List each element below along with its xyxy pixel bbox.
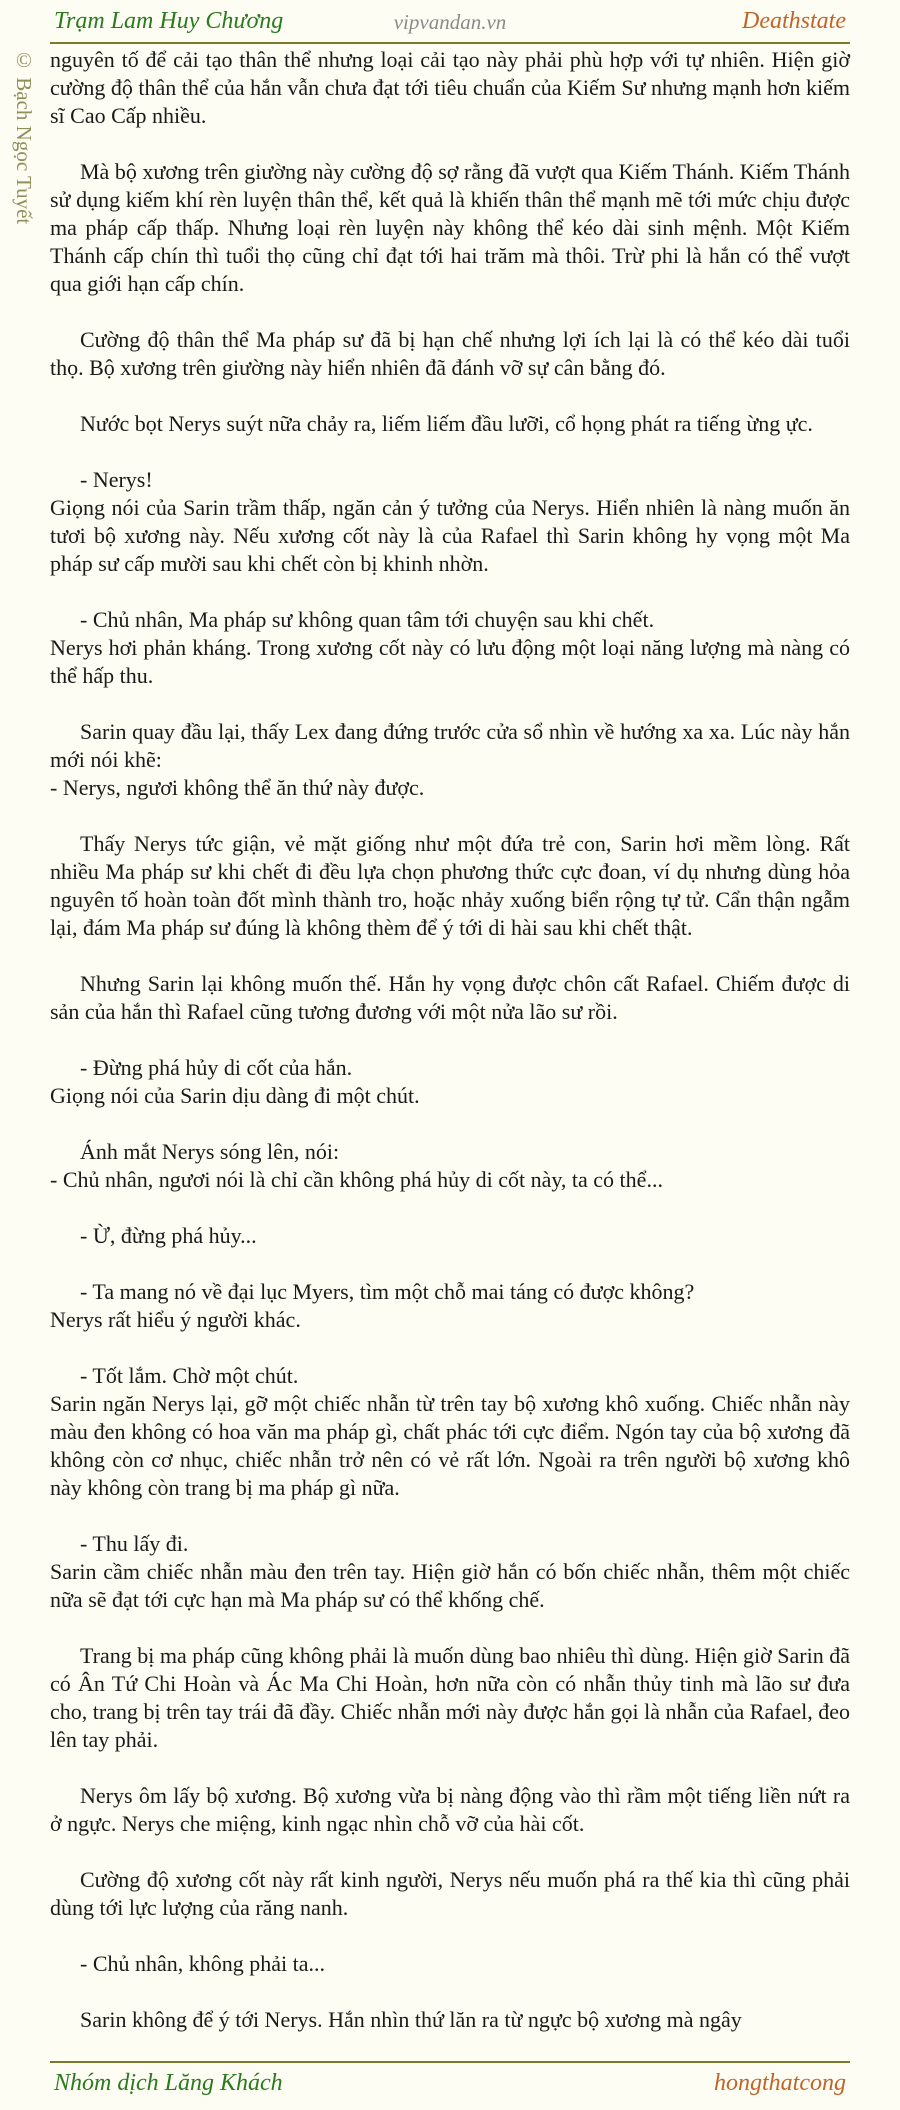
paragraph-line: - Đừng phá hủy di cốt của hắn.	[80, 1055, 353, 1080]
paragraph-line: Nerys hơi phản kháng. Trong xương cốt này có lưu động một loại năng lượng mà nàng có thể hấp thu.	[50, 635, 850, 688]
paragraph-line: - Chủ nhân, Ma pháp sư không quan tâm tới chuyện sau khi chết.	[80, 607, 655, 632]
paragraph	[50, 718, 850, 802]
paragraph	[50, 326, 850, 382]
paragraph-line: Nerys rất hiểu ý người khác.	[50, 1307, 301, 1332]
paragraph-line: - Chủ nhân, ngươi nói là chỉ cần không phá hủy di cốt này, ta có thể...	[50, 1167, 663, 1192]
header-divider	[50, 42, 850, 44]
paragraph-line: Giọng nói của Sarin trầm thấp, ngăn cản ý tưởng của Nerys. Hiển nhiên là nàng muốn ăn tươi bộ xương này. Nếu xương cốt này là của Rafael thì Sarin không hy vọng một Ma pháp sư cấp mười sau khi chết còn bị khinh nhờn.	[50, 495, 850, 576]
footer-editor: hongthatcong	[714, 2070, 846, 2096]
footer-divider	[50, 2061, 850, 2063]
paragraph	[50, 466, 850, 578]
chapter-text	[50, 46, 850, 2062]
paragraph	[50, 1642, 850, 1754]
paragraph	[50, 1054, 850, 1110]
paragraph	[50, 1530, 850, 1614]
paragraph-line: - Nerys, ngươi không thể ăn thứ này được.	[50, 775, 425, 800]
paragraph-line: - Chủ nhân, không phải ta...	[80, 1951, 326, 1976]
paragraph	[50, 1866, 850, 1922]
paragraph-line: - Thu lấy đi.	[80, 1531, 189, 1556]
paragraph-line: Ánh mắt Nerys sóng lên, nói:	[80, 1139, 340, 1164]
header-url[interactable]: vipvandan.vn	[393, 10, 507, 34]
paragraph	[50, 1138, 850, 1194]
footer-translator-group: Nhóm dịch Lăng Khách	[54, 2070, 283, 2096]
paragraph-line: - Ừ, đừng phá hủy...	[80, 1223, 257, 1248]
paragraph	[50, 830, 850, 942]
paragraph-line: Sarin ngăn Nerys lại, gỡ một chiếc nhẫn từ trên tay bộ xương khô xuống. Chiếc nhẫn này màu đen không có hoa văn ma pháp gì, chất phác tới cực điểm. Ngón tay của bộ xương đã không còn cơ nhục, chiếc nhẫn trở nên có vẻ rất lớn. Ngoài ra trên người bộ xương khô này không còn trang bị ma pháp gì nữa.	[50, 1391, 850, 1500]
header-book-title: Deathstate	[742, 8, 846, 34]
paragraph-line: Thấy Nerys tức giận, vẻ mặt giống như một đứa trẻ con, Sarin hơi mềm lòng. Rất nhiều Ma pháp sư khi chết đi đều lựa chọn phương thức cực đoan, ví dụ nhưng dùng hỏa nguyên tố hoàn toàn đốt mình thành tro, hoặc nhảy xuống biển rộng tự tử. Cẩn thận ngẫm lại, đám Ma pháp sư đúng là không thèm để ý tới di hài sau khi chết thật.	[50, 831, 850, 940]
paragraph-line: Nerys ôm lấy bộ xương. Bộ xương vừa bị nàng động vào thì rầm một tiếng liền nứt ra ở ngực. Nerys che miệng, kinh ngạc nhìn chỗ vỡ của hài cốt.	[50, 1783, 850, 1836]
paragraph-line: nguyên tố để cải tạo thân thể nhưng loại cải tạo này phải phù hợp với tự nhiên. Hiện giờ cường độ thân thể của hắn vẫn chưa đạt tới tiêu chuẩn của Kiếm Sư nhưng mạnh hơn kiếm sĩ Cao Cấp nhiều.	[50, 47, 850, 128]
paragraph-line: Trang bị ma pháp cũng không phải là muốn dùng bao nhiêu thì dùng. Hiện giờ Sarin đã có Ân Tứ Chi Hoàn và Ác Ma Chi Hoàn, hơn nữa còn có nhẫn thủy tinh mà lão sư đưa cho, trang bị trên tay trái đã đầy. Chiếc nhẫn mới này được hắn gọi là nhẫn của Rafael, đeo lên tay phải.	[50, 1643, 850, 1752]
paragraph-line: - Tốt lắm. Chờ một chút.	[80, 1363, 299, 1388]
paragraph-line: Mà bộ xương trên giường này cường độ sợ rằng đã vượt qua Kiếm Thánh. Kiếm Thánh sử dụng kiếm khí rèn luyện thân thể, kết quả là khiến thân thể mạnh mẽ tới mức chịu được ma pháp cấp thấp. Nhưng loại rèn luyện này không thể kéo dài sinh mệnh. Một Kiếm Thánh cấp chín thì tuổi thọ cũng chỉ đạt tới hai trăm mà thôi. Trừ phi là hắn có thể vượt qua giới hạn cấp chín.	[50, 159, 850, 296]
paragraph-line: Cường độ xương cốt này rất kinh người, Nerys nếu muốn phá ra thế kia thì cũng phải dùng tới lực lượng của răng nanh.	[50, 1867, 850, 1920]
paragraph-line: Cường độ thân thể Ma pháp sư đã bị hạn chế nhưng lợi ích lại là có thể kéo dài tuổi thọ. Bộ xương trên giường này hiển nhiên đã đánh vỡ sự cân bằng đó.	[50, 327, 850, 380]
paragraph	[50, 1782, 850, 1838]
paragraph	[50, 1278, 850, 1334]
paragraph	[50, 1222, 850, 1250]
paragraph	[50, 606, 850, 690]
header-site-name: Trạm Lam Huy Chương	[54, 8, 284, 34]
paragraph-line: Nước bọt Nerys suýt nữa chảy ra, liếm liếm đầu lưỡi, cổ họng phát ra tiếng ừng ực.	[80, 411, 813, 436]
paragraph	[50, 1950, 850, 1978]
paragraph-line: Sarin không để ý tới Nerys. Hắn nhìn thứ lăn ra từ ngực bộ xương mà ngây	[80, 2007, 742, 2032]
page-header	[50, 0, 850, 44]
paragraph-line: Sarin cầm chiếc nhẫn màu đen trên tay. Hiện giờ hắn có bốn chiếc nhẫn, thêm một chiếc nữa sẽ đạt tới cực hạn mà Ma pháp sư có thể khống chế.	[50, 1559, 850, 1612]
paragraph	[50, 46, 850, 130]
paragraph	[50, 2006, 850, 2034]
paragraph	[50, 1362, 850, 1502]
paragraph-line: Giọng nói của Sarin dịu dàng đi một chút.	[50, 1083, 420, 1108]
paragraph-line: Sarin quay đầu lại, thấy Lex đang đứng trước cửa sổ nhìn về hướng xa xa. Lúc này hắn mới nói khẽ:	[50, 719, 850, 772]
paragraph-line: - Ta mang nó về đại lục Myers, tìm một chỗ mai táng có được không?	[80, 1279, 695, 1304]
paragraph	[50, 158, 850, 298]
paragraph-line: - Nerys!	[80, 467, 153, 492]
side-copyright: © Bạch Ngọc Tuyết	[12, 48, 36, 225]
paragraph	[50, 410, 850, 438]
paragraph-line: Nhưng Sarin lại không muốn thế. Hắn hy vọng được chôn cất Rafael. Chiếm được di sản của hắn thì Rafael cũng tương đương với một nửa lão sư rồi.	[50, 971, 850, 1024]
paragraph	[50, 970, 850, 1026]
